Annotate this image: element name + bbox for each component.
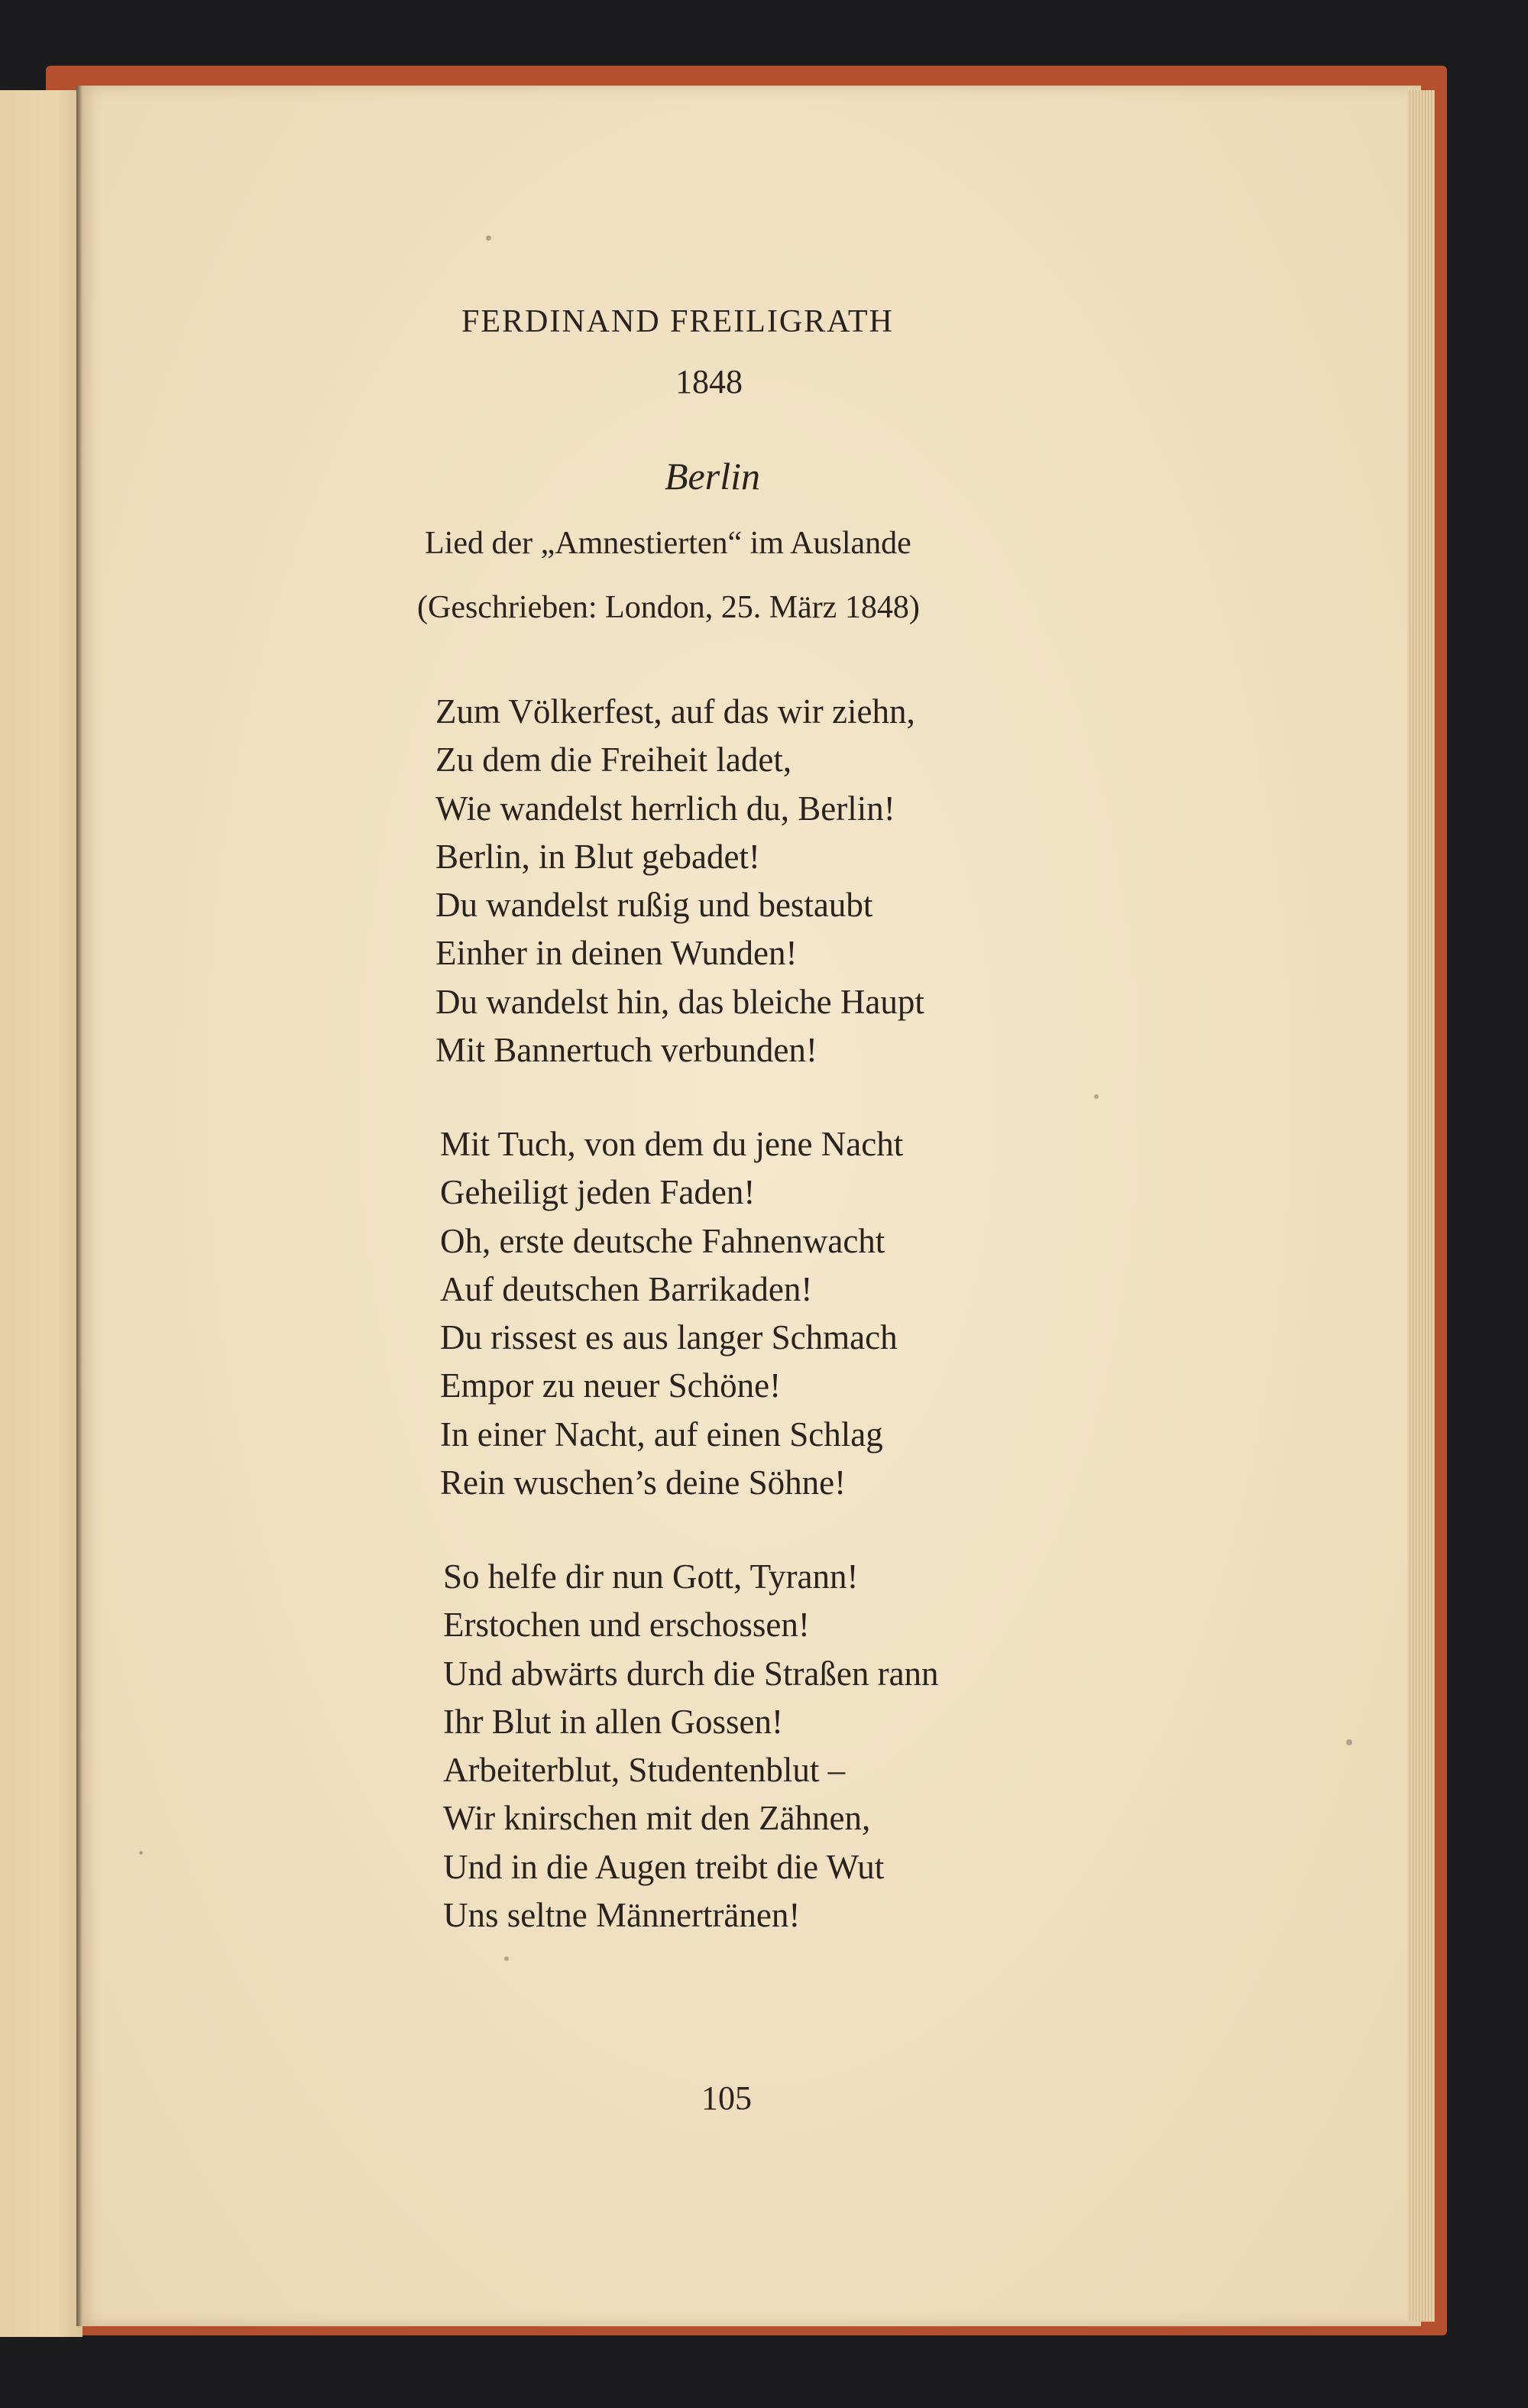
poem-line: Und in die Augen treibt die Wut <box>443 1847 885 1886</box>
paper-speck <box>486 235 491 241</box>
stanza-1 <box>435 688 924 1074</box>
author-heading: FERDINAND FREILIGRATH <box>461 304 894 339</box>
poem-note: (Geschrieben: London, 25. März 1848) <box>417 590 920 625</box>
poem-title: Berlin <box>665 455 760 497</box>
poem-line: Geheiligt jeden Faden! <box>440 1173 756 1212</box>
poem-line: Oh, erste deutsche Fahnenwacht <box>440 1221 885 1260</box>
poem-line: Erstochen und erschossen! <box>443 1606 810 1645</box>
stanza-2 <box>440 1120 903 1507</box>
page-edge-stack <box>1407 90 1435 2322</box>
poem-line: Empor zu neuer Schöne! <box>440 1366 782 1405</box>
poem-line: In einer Nacht, auf einen Schlag <box>440 1415 883 1454</box>
page-number: 105 <box>701 2079 752 2117</box>
poem-line: Du wandelst rußig und bestaubt <box>435 886 873 925</box>
poem-line: Du rissest es aus langer Schmach <box>440 1318 898 1357</box>
poem-line: Zu dem die Freiheit ladet, <box>435 741 792 779</box>
poem-line: Wie wandelst herrlich du, Berlin! <box>435 789 895 828</box>
poem-line: Auf deutschen Barrikaden! <box>440 1269 813 1308</box>
poem-line: Du wandelst hin, das bleiche Haupt <box>435 982 924 1021</box>
stanza-3 <box>443 1553 939 1940</box>
poem-line: Rein wuschen’s deine Söhne! <box>440 1463 847 1502</box>
poem-line: Zum Völkerfest, auf das wir ziehn, <box>435 692 915 731</box>
paper-speck <box>1094 1094 1099 1099</box>
poem-line: Einher in deinen Wunden! <box>435 934 798 973</box>
poem-line: Arbeiterblut, Studentenblut – <box>443 1751 846 1790</box>
poem-line: Berlin, in Blut gebadet! <box>435 837 760 876</box>
poem-line: Ihr Blut in allen Gossen! <box>443 1702 783 1741</box>
poem-subtitle: Lied der „Amnestierten“ im Auslande <box>425 526 911 561</box>
left-facing-page <box>0 90 83 2337</box>
paper-speck <box>139 1851 143 1855</box>
year-heading: 1848 <box>675 363 743 400</box>
poem-line: So helfe dir nun Gott, Tyrann! <box>443 1557 859 1596</box>
poem-line: Mit Bannertuch verbunden! <box>435 1031 817 1070</box>
poem-line: Und abwärts durch die Straßen rann <box>443 1654 939 1693</box>
poem-line: Uns seltne Männertränen! <box>443 1896 801 1935</box>
paper-speck <box>504 1956 509 1961</box>
page-gutter <box>76 86 83 2326</box>
paper-speck <box>1346 1739 1352 1745</box>
poem-line: Wir knirschen mit den Zähnen, <box>443 1799 871 1838</box>
poem-line: Mit Tuch, von dem du jene Nacht <box>440 1125 904 1163</box>
